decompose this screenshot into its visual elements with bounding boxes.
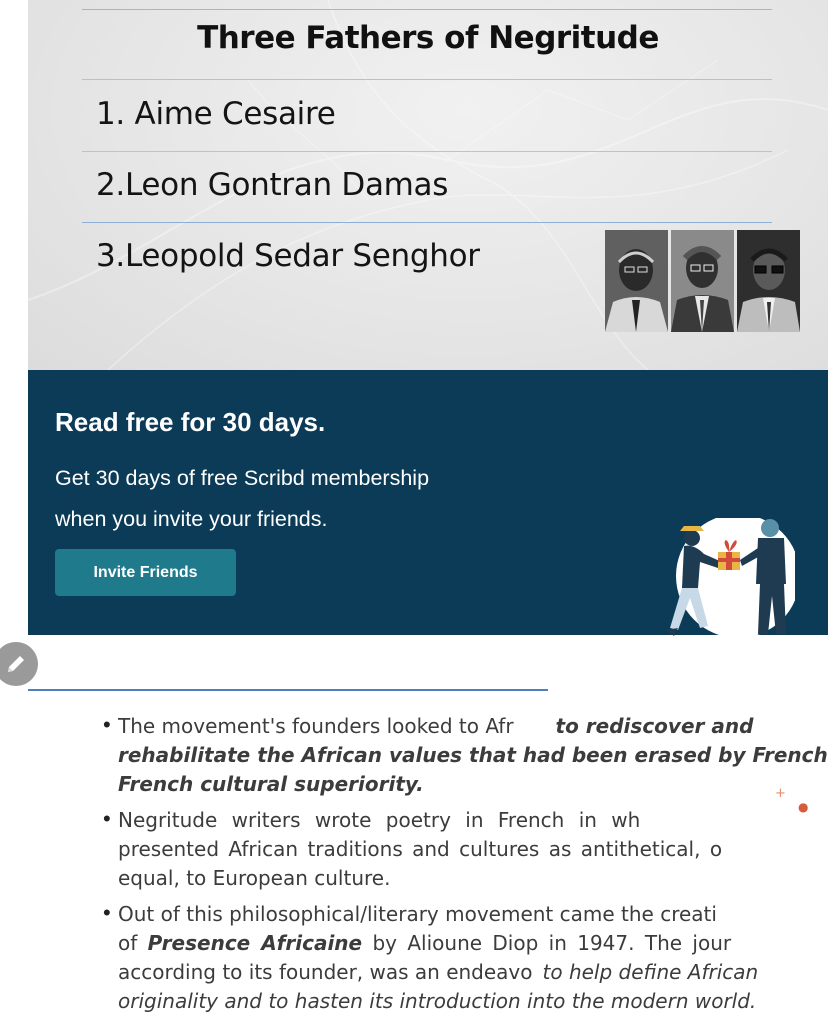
bullet-line: French cultural superiority. xyxy=(118,772,424,796)
bullet-line: Negritude writers wrote poetry in French in wh xyxy=(118,808,641,832)
slide-title: Three Fathers of Negritude xyxy=(197,20,659,56)
bullet-line: originality and to hasten its introduction into the modern world. xyxy=(118,989,757,1013)
bullet-text: to rediscover and xyxy=(555,714,754,738)
bullet-text: of xyxy=(118,931,148,955)
bullet-line: presented African traditions and cultures as antithetical, o xyxy=(118,837,723,861)
bullet-item xyxy=(100,900,837,1016)
slide-three-fathers xyxy=(28,0,828,370)
bullet-text: Presence Africaine xyxy=(147,931,363,955)
divider-line xyxy=(82,79,772,80)
portraits-group xyxy=(605,230,801,332)
bullet-marker: • xyxy=(103,712,111,737)
father-item: 2.Leon Gontran Damas xyxy=(96,167,449,203)
portrait-photo xyxy=(737,230,800,332)
bullet-marker: • xyxy=(103,900,111,925)
pencil-icon xyxy=(4,652,28,676)
father-item: 3.Leopold Sedar Senghor xyxy=(96,238,480,274)
bullet-text: The movement's founders looked to Afr xyxy=(118,714,514,738)
decorative-plus: + xyxy=(775,786,786,801)
promo-title: Read free for 30 days. xyxy=(55,407,326,437)
bullet-item xyxy=(100,806,837,893)
promo-line: Get 30 days of free Scribd membership xyxy=(55,466,430,490)
invite-friends-button[interactable]: Invite Friends xyxy=(55,549,236,596)
divider-line xyxy=(82,9,772,10)
divider-line xyxy=(82,151,772,152)
bullet-line: Out of this philosophical/literary movement came the creati xyxy=(118,902,717,926)
decorative-dot: ● xyxy=(798,800,809,814)
bullet-text: according to its founder, was an endeavo xyxy=(118,960,533,984)
slide-divider xyxy=(28,689,548,691)
negritude-bullets xyxy=(100,712,837,1023)
invite-promo-banner xyxy=(28,370,828,635)
bullet-line xyxy=(118,712,837,741)
bullet-line: equal, to European culture. xyxy=(118,866,391,890)
bullet-line xyxy=(118,929,837,958)
portrait-photo xyxy=(671,230,734,332)
bullet-item xyxy=(100,712,837,799)
portrait-photo xyxy=(605,230,668,332)
bullet-marker: • xyxy=(103,806,111,831)
gift-exchange-illustration xyxy=(660,518,795,636)
promo-line: when you invite your friends. xyxy=(55,507,328,531)
edit-button[interactable] xyxy=(0,642,38,686)
bullet-line xyxy=(118,958,837,987)
father-item: 1. Aime Cesaire xyxy=(96,96,336,132)
bullet-text: by Alioune Diop in 1947. The jour xyxy=(362,931,732,955)
bullet-text: to help define African xyxy=(542,960,759,984)
bullet-line: rehabilitate the African values that had been erased by French xyxy=(118,743,828,767)
divider-line xyxy=(82,222,772,223)
promo-description xyxy=(55,458,429,540)
